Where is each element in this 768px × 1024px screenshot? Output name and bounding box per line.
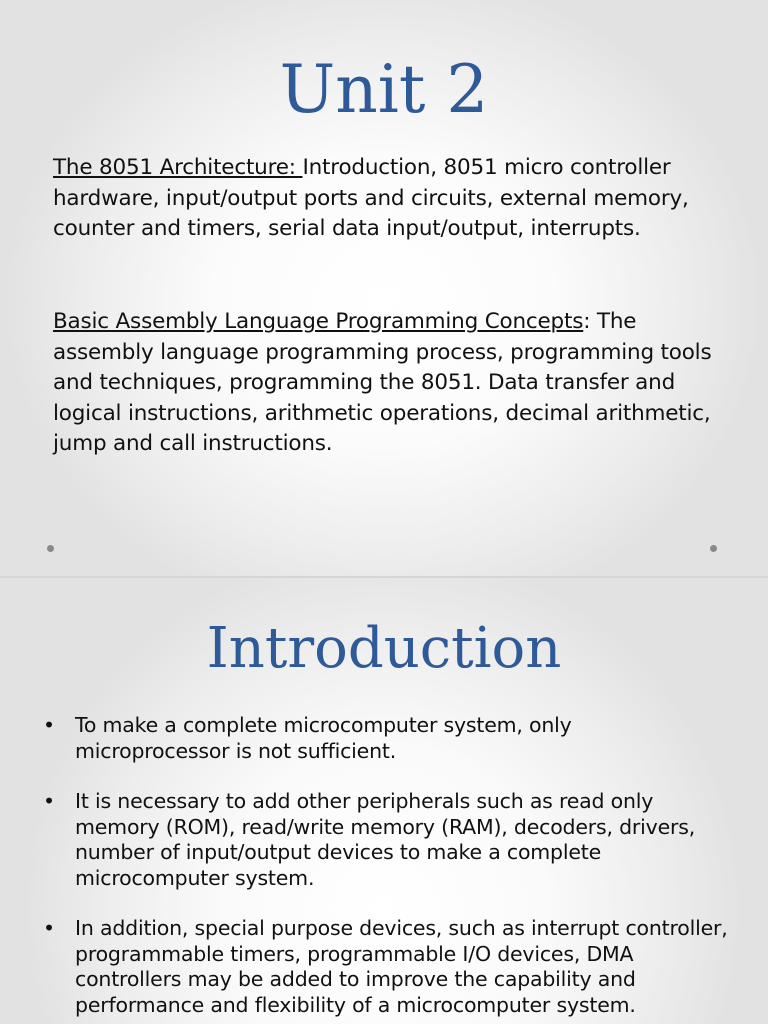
slide-title: Introduction — [206, 616, 562, 681]
right-dot — [710, 545, 717, 552]
list-item — [40, 916, 730, 1018]
bullet-text: To make a complete microcomputer system, only microprocessor is not sufficient. — [75, 713, 572, 763]
left-dot — [47, 545, 54, 552]
bullet-text: In addition, special purpose devices, such as interrupt controller, programmable timers, programmable I/O devices, DMA controllers may be added to improve the capability and performance and flexibility of a microcomputer system. — [75, 916, 728, 1017]
assembly-paragraph — [53, 307, 733, 460]
list-item — [40, 789, 730, 891]
architecture-paragraph — [53, 153, 733, 245]
bullet-icon: • — [43, 916, 55, 940]
slide-title: Unit 2 — [279, 51, 489, 128]
bullet-list — [40, 713, 730, 1024]
assembly-heading: Basic Assembly Language Programming Concepts — [53, 309, 584, 334]
bullet-icon: • — [43, 789, 55, 813]
slide-introduction — [0, 578, 768, 1024]
bullet-text: It is necessary to add other peripherals such as read only memory (ROM), read/write memory (RAM), decoders, drivers, number of input/output devices to make a complete microcomputer system. — [75, 789, 696, 890]
architecture-text: Introduction, 8051 micro controller hardware, input/output ports and circuits, external memory, counter and timers, serial data input/output, interrupts. — [53, 155, 689, 241]
architecture-heading: The 8051 Architecture: — [53, 155, 303, 180]
assembly-text: : The assembly language programming process, programming tools and techniques, programming the 8051. Data transfer and logical instructions, arithmetic operations, decimal arithmetic, jump and call instructions. — [53, 309, 712, 456]
list-item — [40, 713, 730, 764]
bullet-icon: • — [43, 713, 55, 737]
